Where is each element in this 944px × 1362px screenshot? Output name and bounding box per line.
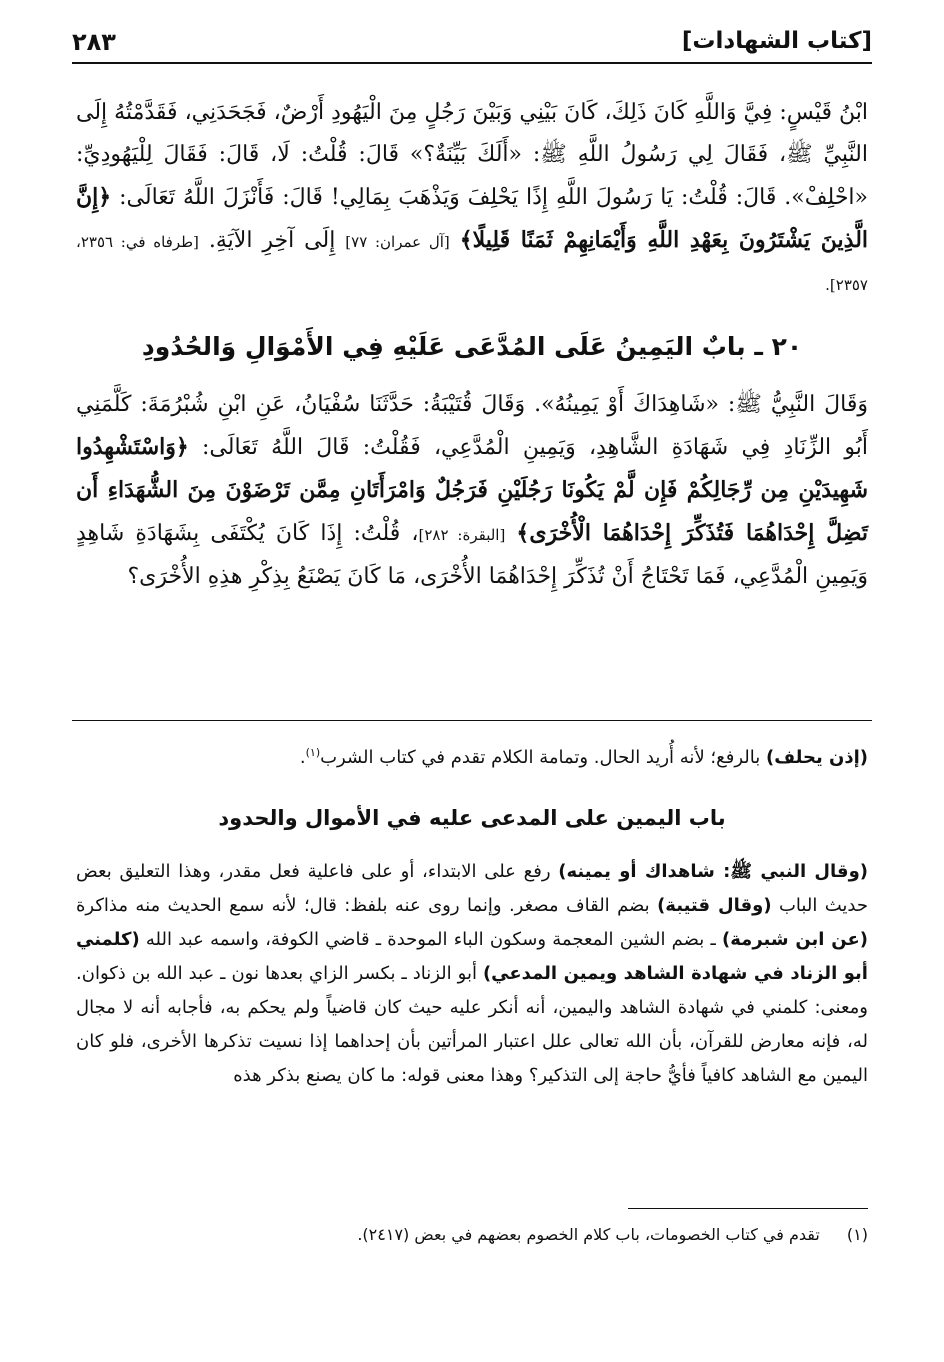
footnote-text: تقدم في كتاب الخصومات، باب كلام الخصوم بعضهم في بعض (٢٤١٧). — [357, 1225, 820, 1244]
chapter-title: [كتاب الشهادات] — [681, 28, 872, 54]
commentary-text — [76, 736, 868, 1093]
hadith-para2-text: وَقَالَ النَّبِيُّ ﷺ: «شَاهِدَاكَ أَوْ يَمِينُهُ». وَقَالَ قُتَيْبَةُ: حَدَّثَنَا سُفْيَانُ، عَنِ ابْنِ شُبْرُمَةَ: كَلَّمَنِي أَبُو الزِّنَادِ فِي شَهَادَةِ الشَّاهِدِ، وَيَمِينِ الْمُدَّعِي، فَقُلْتُ: قَالَ اللَّهُ تَعَالَى: — [76, 392, 869, 460]
footnote-marker: (١) — [305, 746, 321, 759]
commentary-line-1-end: . — [299, 747, 306, 768]
commentary-lemma-3: (وقال قتيبة) — [657, 895, 772, 916]
hadith-para1-text: ابْنُ قَيْسٍ: فِيَّ وَاللَّهِ كَانَ ذَلِكَ، كَانَ بَيْنِي وَبَيْنَ رَجُلٍ مِنَ الْيَهُودِ أَرْضٌ، فَجَحَدَنِي، فَقَدَّمْتُهُ إِلَى النَّبِيِّ ﷺ، فَقَالَ لِي رَسُولُ اللَّهِ ﷺ: «أَلَكَ بَيِّنَةٌ؟» قَالَ: قُلْتُ: لَا، قَالَ: فَقَالَ لِلْيَهُودِيِّ: «احْلِفْ». قَالَ: قُلْتُ: يَا رَسُولَ اللَّهِ إِذًا يَحْلِفَ وَيَذْهَبَ بِمَالِي! قَالَ: فَأَنْزَلَ اللَّهُ تَعَالَى: — [76, 100, 868, 210]
commentary-text-2a: رفع على الابتداء، أو على فاعلية فعل مقدر، وهذا التعليق بعض حديث الباب — [76, 861, 868, 916]
commentary-lemma-4: (عن ابن شبرمة) — [722, 929, 868, 950]
page-number: ٢٨٣ — [72, 28, 116, 56]
chapter-heading-20: ٢٠ ـ بابٌ اليَمِينُ عَلَى المُدَّعَى عَلَيْهِ فِي الأَمْوَالِ وَالحُدُودِ — [141, 332, 803, 361]
hadith-paragraph-1 — [76, 92, 868, 306]
running-header — [72, 22, 872, 64]
commentary-line-1-text: بالرفع؛ لأنه أُريد الحال. وتمامة الكلام تقدم في كتاب الشرب — [320, 747, 761, 768]
footnote-number: (١) — [846, 1225, 868, 1244]
footnote-divider — [628, 1208, 868, 1209]
atraf-reference: [طرفاه في: ٢٣٥٦، ٢٣٥٧]. — [76, 233, 868, 294]
verse-2-reference: [البقرة: ٢٨٢] — [418, 526, 506, 544]
hadith-para1-end: إِلَى آخِرِ الآيَةِ. — [208, 228, 336, 253]
commentary-paragraph-2 — [76, 855, 868, 1093]
commentary-text-2c: ـ بضم الشين المعجمة وسكون الباء الموحدة ـ قاضي الكوفة، واسمه عبد الله — [145, 929, 716, 950]
commentary-lemma-2: (وقال النبي ﷺ: شاهداك أو يمينه) — [558, 861, 868, 882]
hadith-text — [76, 92, 868, 598]
hadith-paragraph-2 — [76, 384, 868, 598]
footnote — [76, 1220, 868, 1250]
hadith-para2-end: ، قُلْتُ: إِذَا كَانَ يُكْتَفَى بِشَهَادَةِ شَاهِدٍ وَيَمِينِ الْمُدَّعِي، فَمَا تَحْتَاجُ أَنْ تُذَكِّرَ إِحْدَاهُمَا الأُخْرَى، مَا كَانَ يَصْنَعُ بِذِكْرِ هذِهِ الأُخْرَى؟ — [76, 521, 868, 589]
section-divider — [72, 720, 872, 721]
commentary-text-2d: أبو الزناد ـ بكسر الزاي بعدها نون ـ عبد الله بن ذكوان. ومعنى: كلمني في شهادة الشاهد واليمين، أنه أنكر عليه حيث كان قاضياً ولم يحكم به، فأجابه أنه لا مجال له، فإنه معارض للقرآن، بأن الله تعالى علل اعتبار المرأتين بأن إحداهما إذا نسيت تذكرها الأخرى، فلو كان اليمين مع الشاهد كافياً فأيُّ حاجة إلى التذكير؟ وهذا معنى قوله: ما كان يصنع بذكر هذه — [76, 963, 868, 1086]
commentary-chapter-heading: باب اليمين على المدعى عليه في الأموال والحدود — [218, 806, 726, 830]
commentary-lemma-5: (كلمني أبو الزناد في شهادة الشاهد ويمين المدعي) — [76, 929, 868, 984]
commentary-lemma-1: (إذن يحلف) — [765, 747, 868, 768]
verse-1-reference: [آل عمران: ٧٧] — [345, 233, 450, 251]
quran-verse-2: ﴿وَاسْتَشْهِدُوا شَهِيدَيْنِ مِن رِّجَالِكُمْ فَإِن لَّمْ يَكُونَا رَجُلَيْنِ فَرَجُلٌ وَامْرَأَتَانِ مِمَّن تَرْضَوْنَ مِنَ الشُّهَدَاءِ أَن تَضِلَّ إِحْدَاهُمَا فَتُذَكِّرَ إِحْدَاهُمَا الْأُخْرَى﴾ — [76, 434, 869, 546]
quran-verse-1: ﴿إِنَّ الَّذِينَ يَشْتَرُونَ بِعَهْدِ اللَّهِ وَأَيْمَانِهِمْ ثَمَنًا قَلِيلًا﴾ — [76, 184, 869, 253]
commentary-text-2b: بضم القاف مصغر. وإنما روى عنه بلفظ: قال؛ لأنه سمع الحديث منه مذاكرة — [76, 895, 650, 916]
commentary-line-1 — [76, 736, 868, 775]
